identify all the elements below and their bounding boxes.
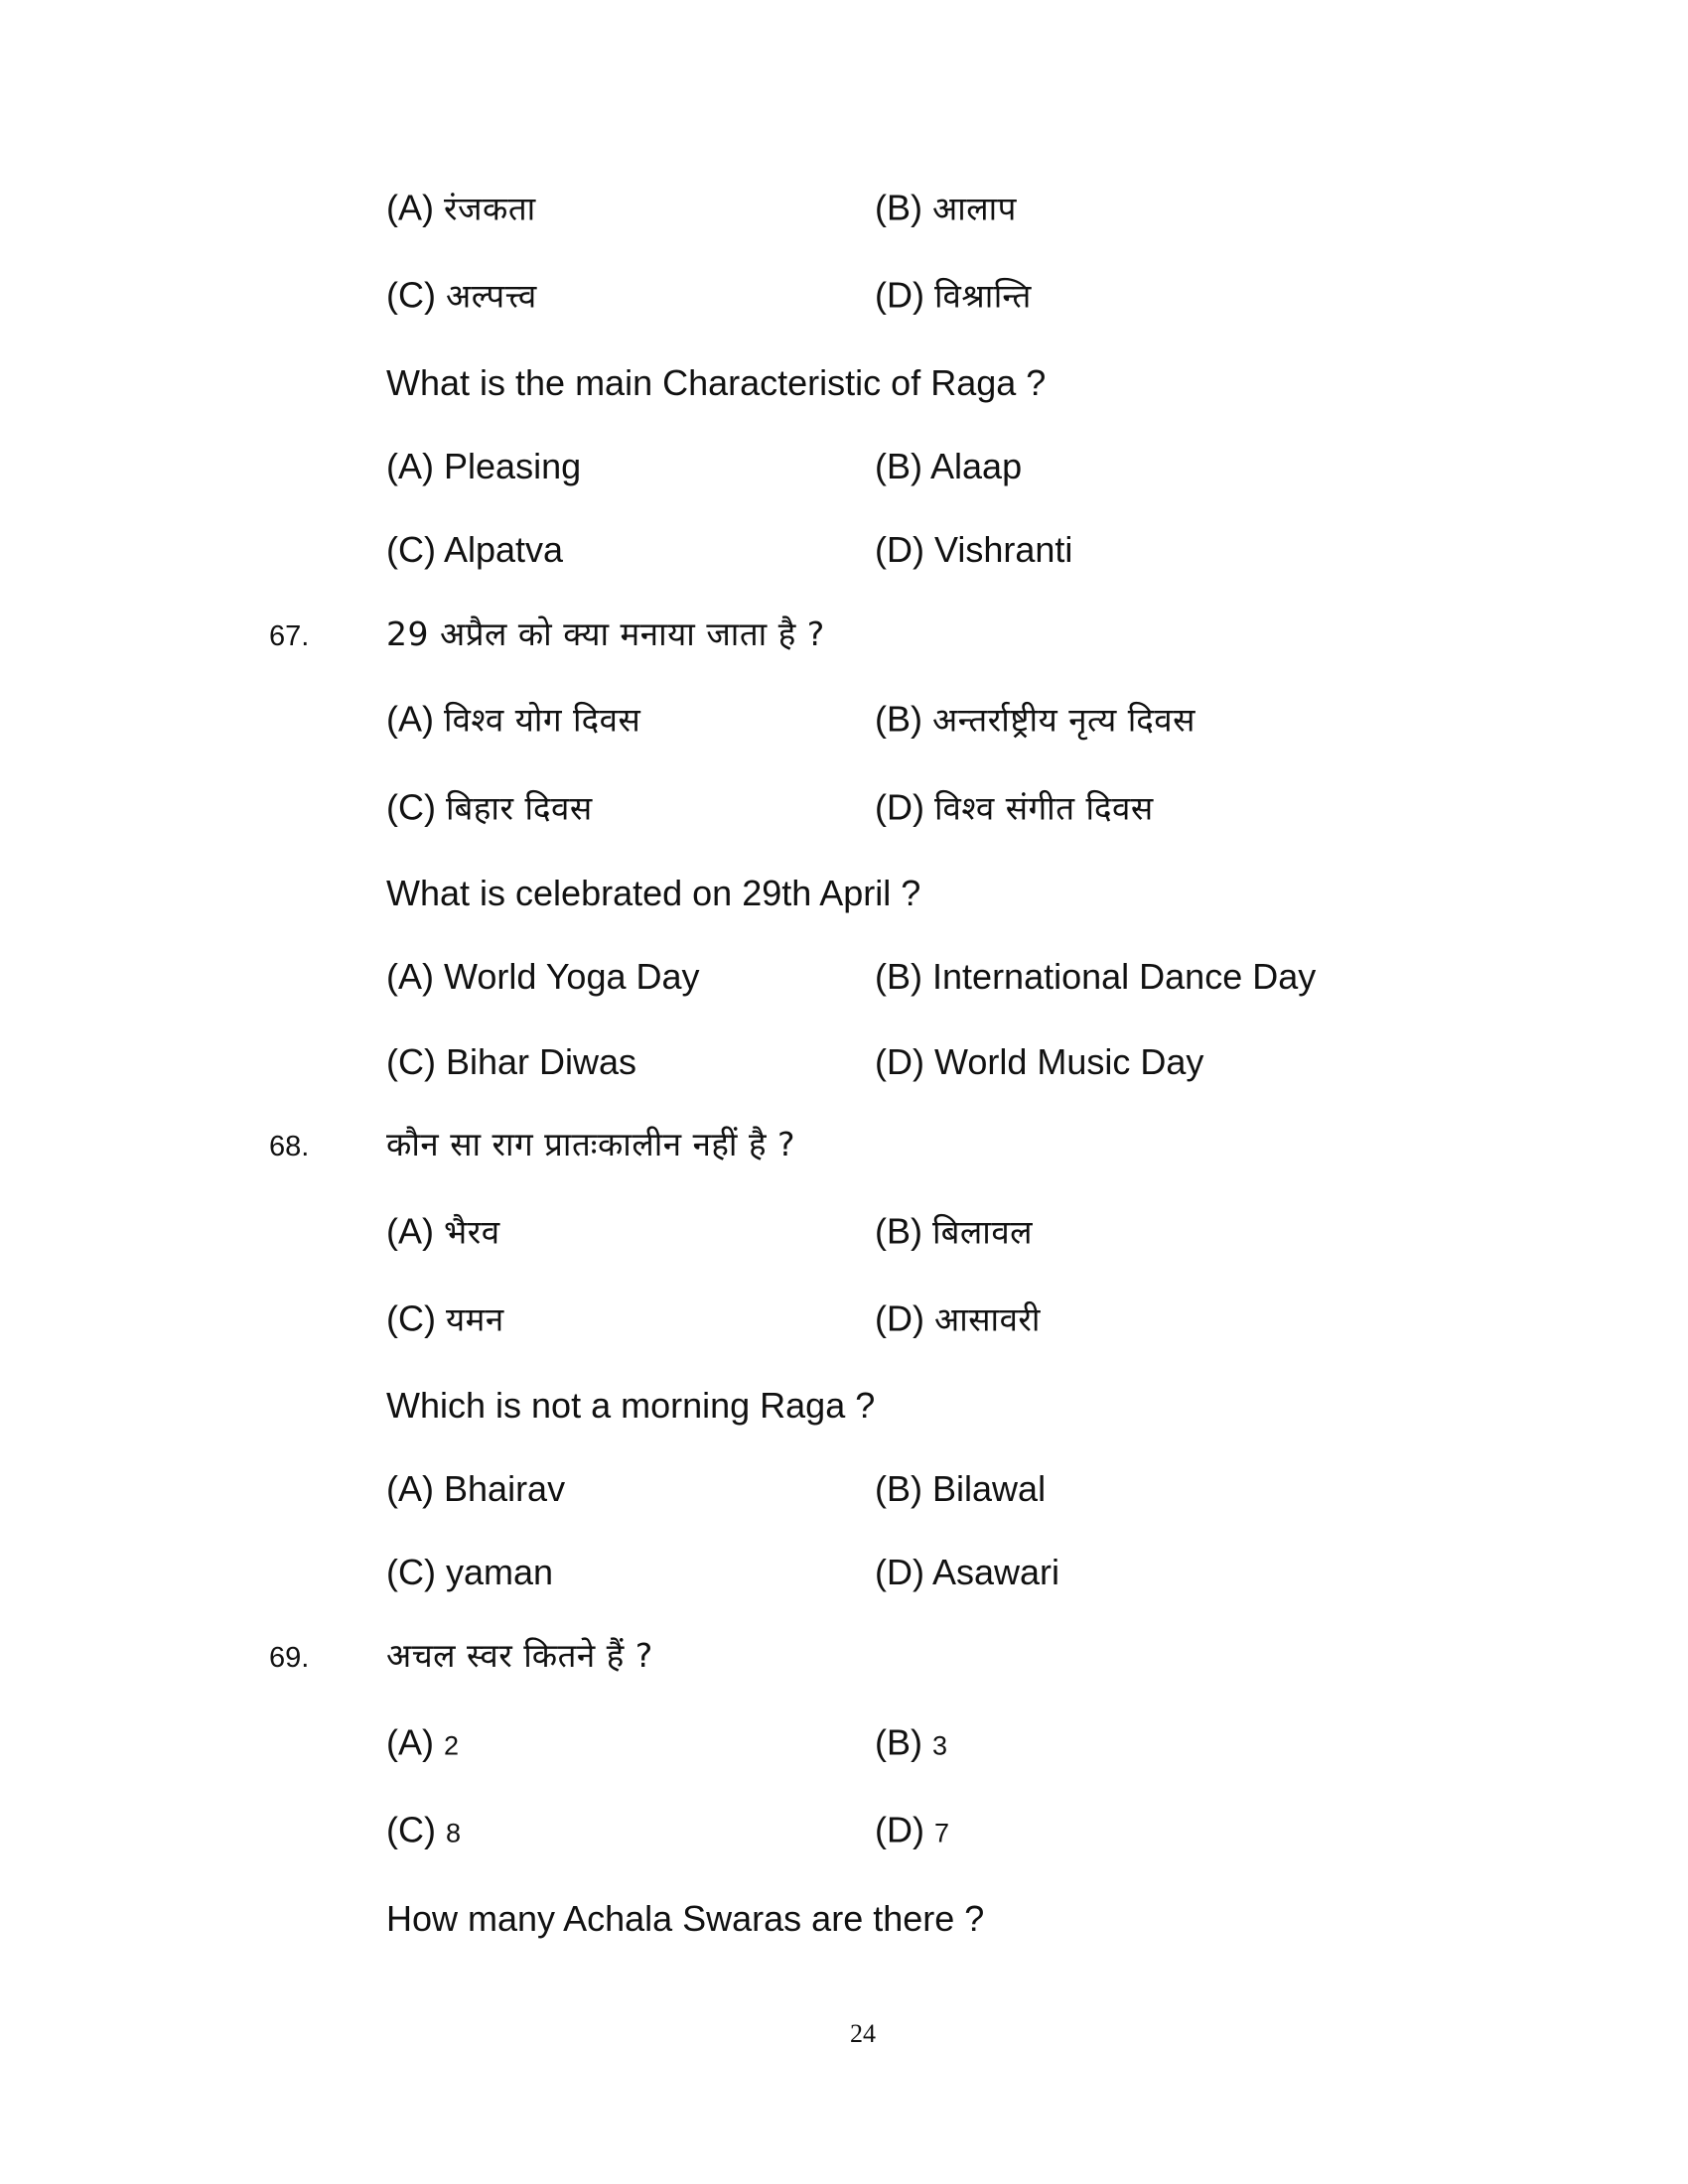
question-number: 69. (269, 1642, 310, 1674)
option-b (875, 1721, 947, 1768)
option-text: World Yoga Day (444, 956, 700, 997)
option-hindi-c (386, 1297, 504, 1342)
option-text: Alaap (930, 446, 1023, 486)
option-text: अल्पत्त्व (446, 276, 537, 316)
option-english-b (875, 955, 1316, 999)
option-text: Alpatva (444, 529, 564, 570)
option-english-a (386, 445, 581, 488)
option-english-c (386, 1551, 553, 1594)
question-number: 67. (269, 620, 310, 652)
question-number: 68. (269, 1131, 310, 1162)
option-text: रंजकता (444, 189, 536, 228)
option-d (875, 1809, 949, 1855)
option-label: (C) (386, 1297, 436, 1339)
option-text: Vishranti (934, 529, 1073, 570)
option-label: (C) (386, 786, 436, 828)
option-english-d (875, 1551, 1059, 1594)
option-text: 2 (444, 1730, 460, 1761)
question-hindi: अचल स्वर कितने हैं ? (386, 1636, 653, 1675)
option-text: विश्रान्ति (934, 276, 1032, 316)
option-text: आलाप (932, 189, 1017, 228)
option-label: (A) (386, 956, 434, 997)
option-text: International Dance Day (932, 956, 1317, 997)
option-label: (B) (875, 446, 922, 486)
page-number: 24 (850, 2019, 876, 2048)
option-label: (B) (875, 956, 922, 997)
option-label: (C) (386, 529, 436, 570)
option-text: Bihar Diwas (446, 1041, 637, 1082)
option-label: (A) (386, 1210, 434, 1252)
option-hindi-d (875, 274, 1032, 319)
option-label: (D) (875, 274, 924, 316)
option-text: आसावरी (934, 1299, 1041, 1339)
option-text: भैरव (444, 1212, 500, 1252)
option-a (386, 1721, 459, 1768)
option-text: विश्व संगीत दिवस (934, 788, 1154, 828)
option-hindi-a (386, 1210, 500, 1255)
option-label: (C) (386, 274, 436, 316)
option-english-d (875, 1040, 1203, 1084)
option-label: (D) (875, 1297, 924, 1339)
option-label: (C) (386, 1552, 436, 1592)
option-hindi-a (386, 698, 640, 743)
option-text: विश्व योग दिवस (444, 700, 641, 740)
option-hindi-d (875, 1297, 1041, 1342)
option-text: Asawari (932, 1552, 1060, 1592)
option-label: (B) (875, 1468, 922, 1509)
option-text: अन्तर्राष्ट्रीय नृत्य दिवस (932, 700, 1196, 740)
option-text: 3 (932, 1730, 948, 1761)
option-label: (D) (875, 1041, 924, 1082)
question-english: Which is not a morning Raga ? (386, 1385, 876, 1426)
option-english-c (386, 1040, 636, 1084)
option-english-a (386, 955, 700, 999)
option-hindi-c (386, 274, 537, 319)
option-hindi-a (386, 187, 536, 231)
option-label: (D) (875, 1552, 924, 1592)
option-label: (B) (875, 187, 922, 228)
option-text: 7 (934, 1818, 950, 1848)
question-english: How many Achala Swaras are there ? (386, 1898, 985, 1939)
option-english-a (386, 1467, 565, 1511)
question-hindi: 29 अप्रैल को क्या मनाया जाता है ? (386, 614, 825, 653)
option-text: यमन (446, 1299, 504, 1339)
option-text: Bilawal (932, 1468, 1047, 1509)
option-label: (D) (875, 529, 924, 570)
option-c (386, 1809, 461, 1855)
option-text: Pleasing (444, 446, 582, 486)
option-label: (D) (875, 786, 924, 828)
option-hindi-b (875, 698, 1196, 743)
option-label: (A) (386, 187, 434, 228)
option-text: बिलावल (932, 1212, 1034, 1252)
option-label: (A) (386, 1468, 434, 1509)
option-label: (A) (386, 698, 434, 740)
option-label: (B) (875, 698, 922, 740)
option-label: (A) (386, 446, 434, 486)
option-text: yaman (446, 1552, 554, 1592)
option-text: World Music Day (934, 1041, 1204, 1082)
option-label: (B) (875, 1210, 922, 1252)
option-label: (C) (386, 1809, 436, 1850)
question-english: What is the main Characteristic of Raga ? (386, 362, 1047, 403)
option-label: (D) (875, 1809, 924, 1850)
option-label: (A) (386, 1721, 434, 1763)
option-hindi-b (875, 1210, 1033, 1255)
option-text: 8 (446, 1818, 462, 1848)
option-english-b (875, 1467, 1046, 1511)
option-text: Bhairav (444, 1468, 566, 1509)
option-hindi-c (386, 786, 593, 831)
question-hindi: कौन सा राग प्रातःकालीन नहीं है ? (386, 1125, 795, 1163)
option-hindi-d (875, 786, 1154, 831)
option-text: बिहार दिवस (446, 788, 593, 828)
question-english: What is celebrated on 29th April ? (386, 873, 921, 913)
option-hindi-b (875, 187, 1017, 231)
option-english-b (875, 445, 1022, 488)
option-english-d (875, 528, 1072, 572)
option-label: (B) (875, 1721, 922, 1763)
option-label: (C) (386, 1041, 436, 1082)
option-english-c (386, 528, 563, 572)
